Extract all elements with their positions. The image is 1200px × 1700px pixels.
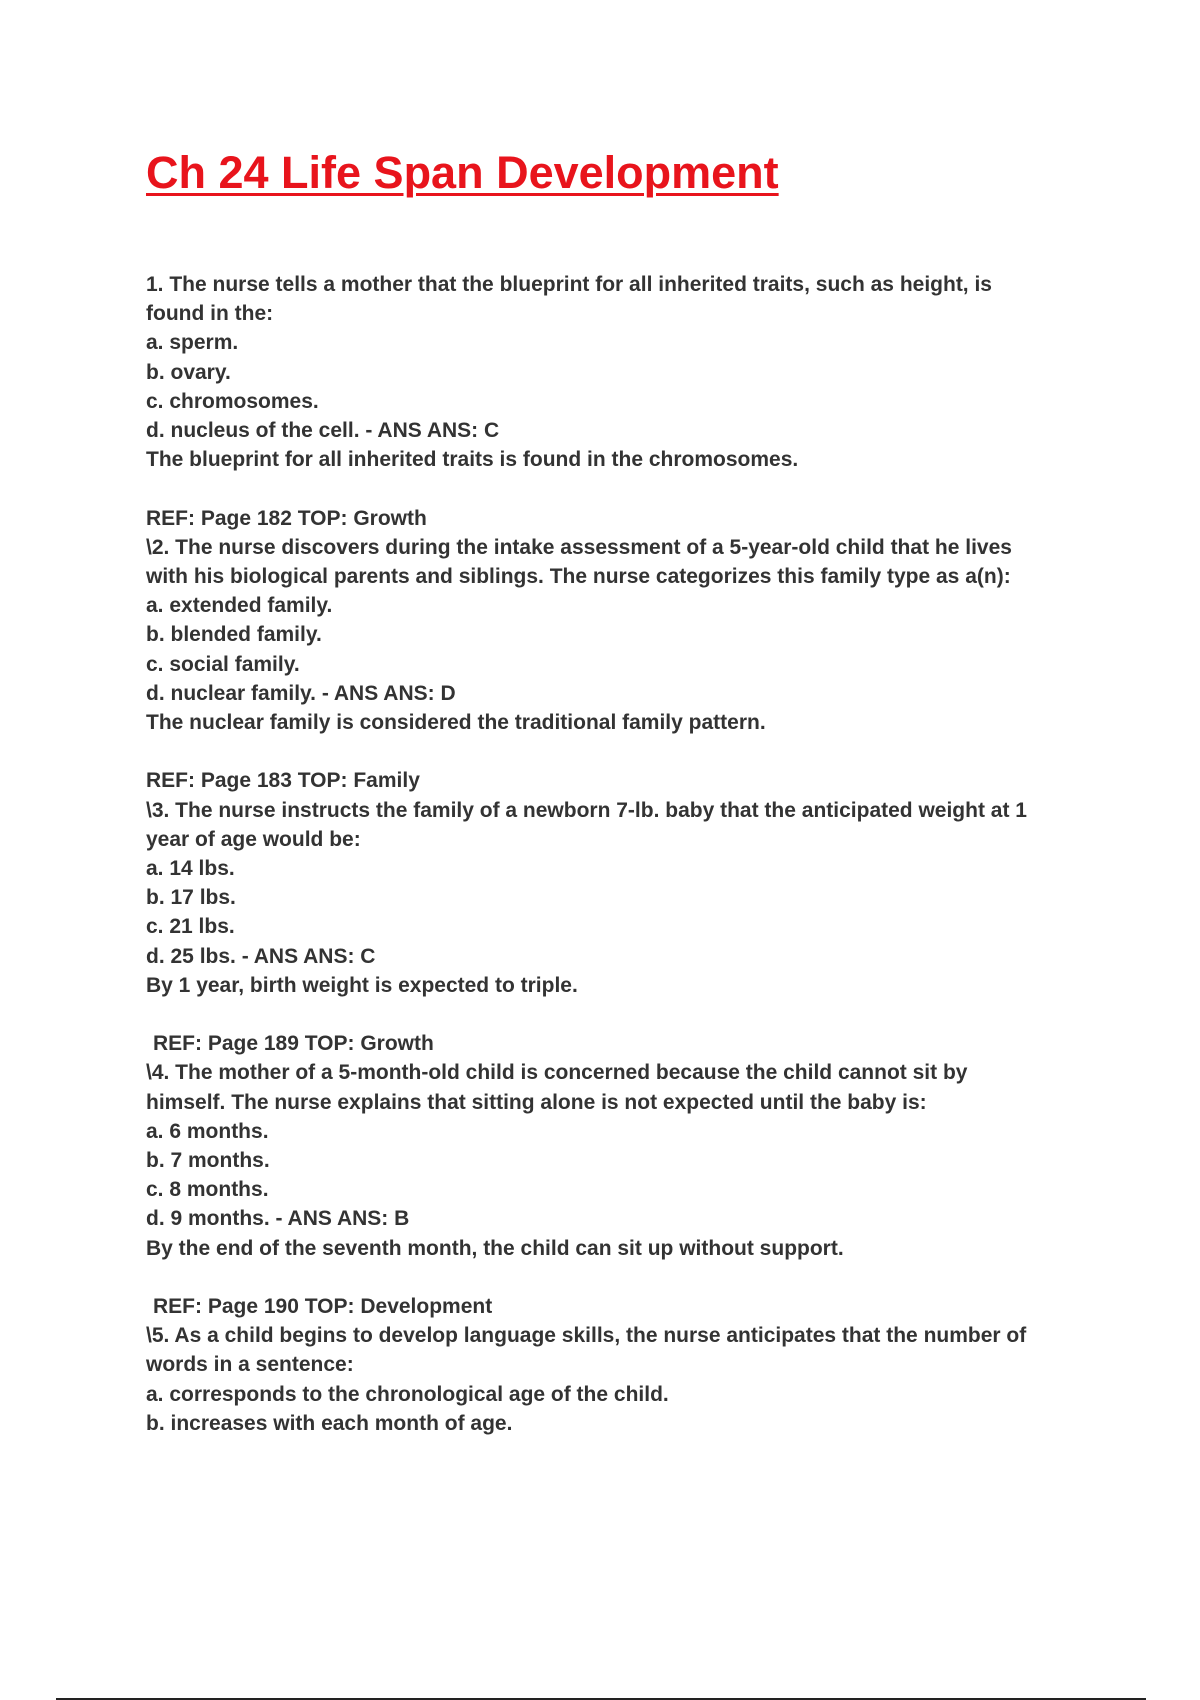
question-2-stem-line-2: with his biological parents and siblings. The nurse categorizes this family type as a(n): — [146, 565, 1011, 589]
spacer — [146, 1000, 1096, 1029]
question-3-option-c: c. 21 lbs. — [146, 915, 235, 939]
spacer — [146, 1263, 1096, 1292]
question-1-option-d-answer: d. nucleus of the cell. - ANS ANS: C — [146, 419, 500, 443]
question-3-option-b: b. 17 lbs. — [146, 886, 236, 910]
question-2-option-d-answer: d. nuclear family. - ANS ANS: D — [146, 681, 456, 705]
question-3-option-d-answer: d. 25 lbs. - ANS ANS: C — [146, 944, 376, 968]
question-1-reference: REF: Page 182 TOP: Growth — [146, 506, 427, 530]
question-1-option-a: a. sperm. — [146, 331, 239, 355]
question-3-option-a: a. 14 lbs. — [146, 857, 235, 881]
question-5-option-a: a. corresponds to the chronological age of the child. — [146, 1382, 669, 1406]
document-body — [146, 270, 1096, 1438]
question-1-stem-line-2: found in the: — [146, 302, 274, 326]
question-4-rationale: By the end of the seventh month, the child can sit up without support. — [146, 1236, 844, 1260]
document-title: Ch 24 Life Span Development — [146, 147, 779, 198]
question-2-stem-line-1: \2. The nurse discovers during the intake assessment of a 5-year-old child that he lives — [146, 535, 1012, 559]
question-4-option-a: a. 6 months. — [146, 1119, 269, 1143]
question-3-stem-line-1: \3. The nurse instructs the family of a newborn 7-lb. baby that the anticipated weight at 1 — [146, 798, 1027, 822]
question-3-rationale: By 1 year, birth weight is expected to triple. — [146, 973, 578, 997]
question-2-option-c: c. social family. — [146, 652, 300, 676]
question-4-stem-line-2: himself. The nurse explains that sitting alone is not expected until the baby is: — [146, 1090, 927, 1114]
question-1-option-c: c. chromosomes. — [146, 389, 319, 413]
question-2-reference: REF: Page 183 TOP: Family — [146, 769, 420, 793]
question-5-stem-line-2: words in a sentence: — [146, 1353, 354, 1377]
question-4-option-d-answer: d. 9 months. - ANS ANS: B — [146, 1207, 410, 1231]
spacer — [146, 737, 1096, 766]
question-2-option-b: b. blended family. — [146, 623, 322, 647]
question-1-option-b: b. ovary. — [146, 360, 231, 384]
question-4-option-c: c. 8 months. — [146, 1178, 269, 1202]
question-5-stem-line-1: \5. As a child begins to develop language skills, the nurse anticipates that the number of — [146, 1324, 1027, 1348]
question-3-reference: REF: Page 189 TOP: Growth — [153, 1032, 434, 1056]
question-2-rationale: The nuclear family is considered the traditional family pattern. — [146, 711, 766, 735]
question-4-option-b: b. 7 months. — [146, 1149, 270, 1173]
spacer — [146, 474, 1096, 503]
question-5-option-b: b. increases with each month of age. — [146, 1411, 513, 1435]
question-4-reference: REF: Page 190 TOP: Development — [153, 1295, 493, 1319]
question-1-stem-line-1: 1. The nurse tells a mother that the blueprint for all inherited traits, such as height, is — [146, 273, 992, 296]
question-1-rationale: The blueprint for all inherited traits is found in the chromosomes. — [146, 448, 799, 472]
question-3-stem-line-2: year of age would be: — [146, 827, 361, 851]
question-4-stem-line-1: \4. The mother of a 5-month-old child is concerned because the child cannot sit by — [146, 1061, 968, 1085]
question-2-option-a: a. extended family. — [146, 594, 333, 618]
